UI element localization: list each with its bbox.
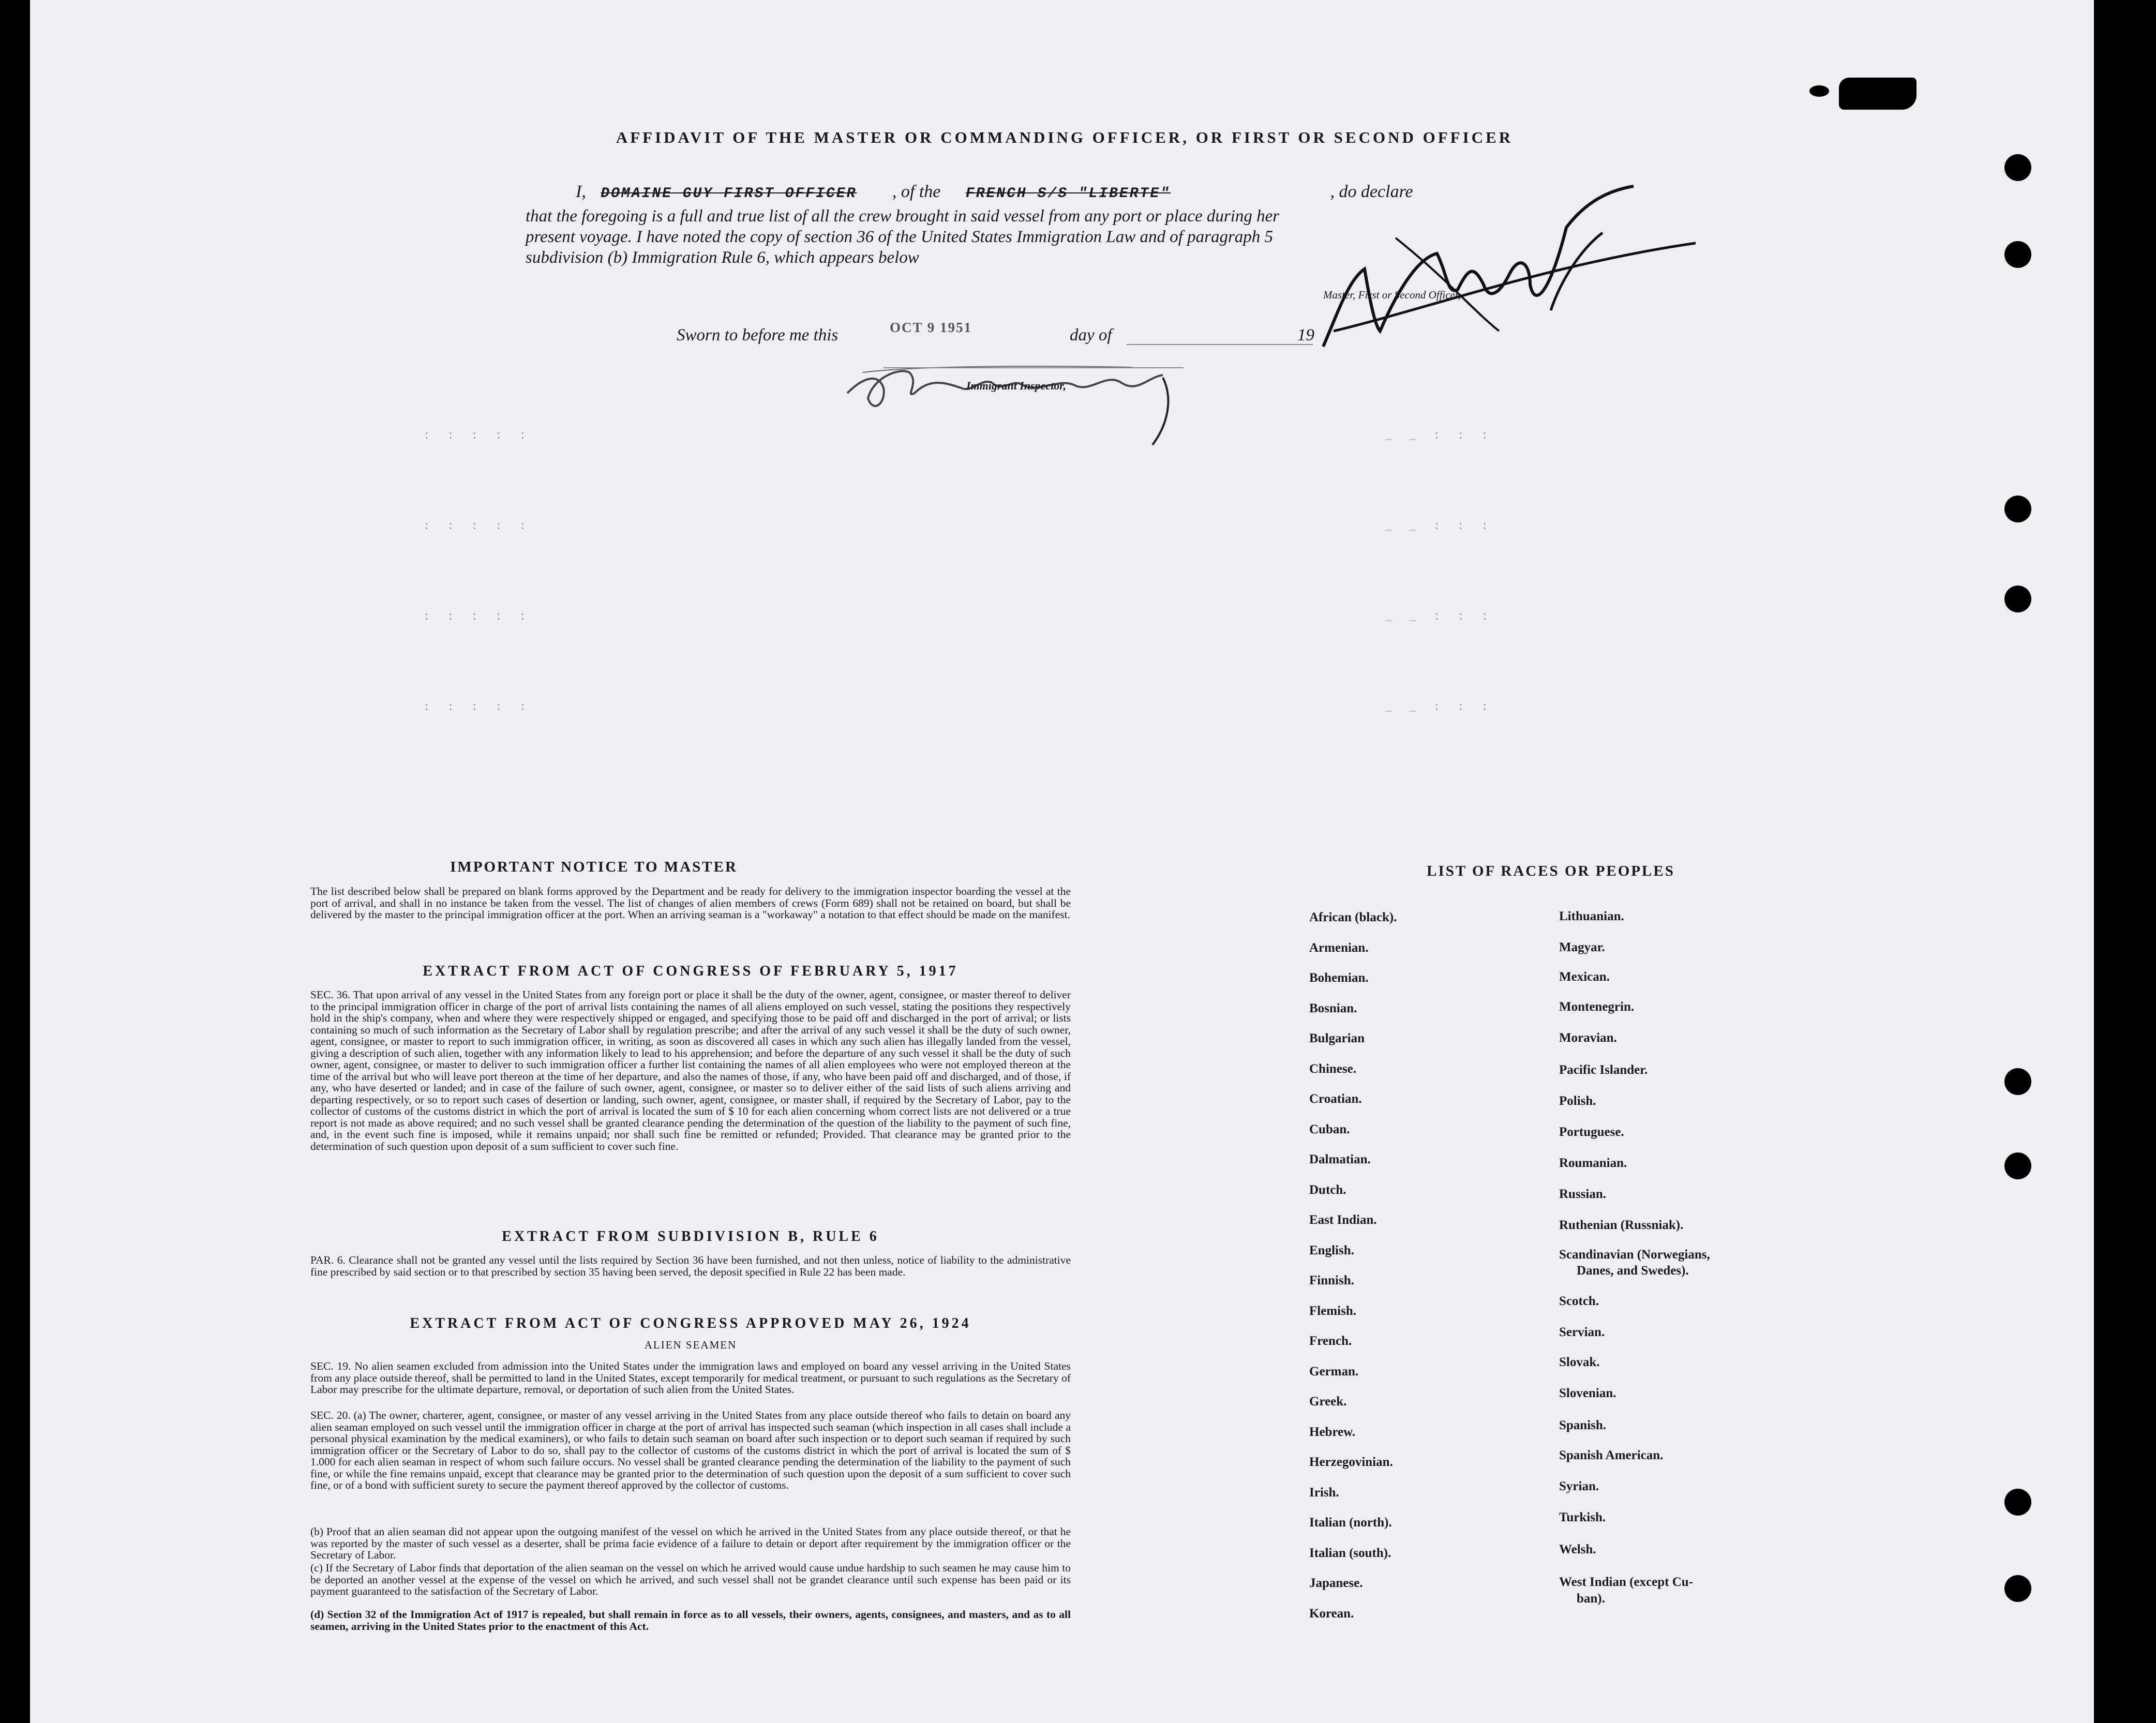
extract-1917-title: EXTRACT FROM ACT OF CONGRESS OF FEBRUARY 5, 1917 — [423, 963, 959, 979]
race-item: Portuguese. — [1559, 1125, 1624, 1139]
race-item: ban). — [1577, 1592, 1605, 1606]
date-stamp: OCT 9 1951 — [890, 320, 972, 335]
affidavit-line1 — [576, 182, 1413, 202]
year-prefix: 19 — [1297, 326, 1314, 344]
race-item: Dalmatian. — [1309, 1152, 1371, 1166]
races-title: LIST OF RACES OR PEOPLES — [1427, 863, 1675, 879]
vessel-name: FRENCH S/S "LIBERTE" — [965, 186, 1171, 202]
punch-hole — [2004, 241, 2031, 268]
race-item: Slovak. — [1559, 1355, 1600, 1369]
race-item: Roumanian. — [1559, 1156, 1627, 1170]
sec19-text: SEC. 19. No alien seamen excluded from admission into the United States under the immigration laws and employed on board any vessel arriving in the United States from any place outside thereof, shall be permitted to land in the United States, except temporarily for medical treatment, or pursuant to such regulations as the Secretary of Labor may prescribe for the ultimate departure, removal, or deportation of such alien from the United States. — [310, 1360, 1071, 1396]
race-item: Croatian. — [1309, 1092, 1362, 1106]
affidavit-line3: present voyage. I have noted the copy of section 36 of the United States Immigration Law and of paragraph 5 — [526, 228, 1274, 246]
column-guide-row: _ _ : : : — [1385, 701, 1493, 714]
race-item: Magyar. — [1559, 940, 1605, 954]
race-item: Armenian. — [1309, 940, 1369, 955]
race-item: Welsh. — [1559, 1542, 1596, 1556]
column-guide-row: _ _ : : : — [1385, 429, 1493, 442]
inspector-underline — [884, 367, 1184, 368]
race-item: Hebrew. — [1309, 1425, 1356, 1439]
of-the-label: , of the — [892, 182, 941, 201]
race-item: German. — [1309, 1364, 1359, 1379]
race-item: Russian. — [1559, 1187, 1607, 1201]
column-guide-row: _ _ : : : — [1385, 520, 1493, 533]
punch-hole — [2004, 1068, 2031, 1095]
ink-smudge — [1839, 78, 1917, 110]
ink-smudge-dot — [1809, 85, 1829, 97]
race-item: Bosnian. — [1309, 1001, 1357, 1015]
punch-hole — [2004, 496, 2031, 522]
race-item: Herzegovinian. — [1309, 1455, 1393, 1469]
race-item: French. — [1309, 1334, 1352, 1348]
race-item: Flemish. — [1309, 1304, 1356, 1318]
race-item: Greek. — [1309, 1395, 1347, 1409]
race-item: Chinese. — [1309, 1061, 1356, 1076]
notice-title: IMPORTANT NOTICE TO MASTER — [450, 859, 738, 875]
race-item: Montenegrin. — [1559, 1000, 1635, 1014]
race-item: Spanish American. — [1559, 1448, 1664, 1462]
affidavit-heading: AFFIDAVIT OF THE MASTER OR COMMANDING OFFICER, OR FIRST OR SECOND OFFICER — [616, 128, 1514, 146]
signer-caption: Master, First or Second Officer, — [1323, 289, 1461, 301]
race-item: Scotch. — [1559, 1294, 1599, 1308]
extract-1924-title: EXTRACT FROM ACT OF CONGRESS APPROVED MAY 26, 1924 — [410, 1315, 971, 1331]
column-guide-row: : : : : : — [423, 520, 531, 533]
race-item: Slovenian. — [1559, 1386, 1616, 1400]
race-item: Pacific Islander. — [1559, 1063, 1648, 1077]
sec20d-text: (d) Section 32 of the Immigration Act of 1917 is repealed, but shall remain in force as to all vessels, their owners, agents, consignees, and masters, and as to all seamen, arriving in the United States prior to the enactment of this Act. — [310, 1608, 1071, 1632]
extract-1917-text: SEC. 36. That upon arrival of any vessel in the United States from any foreign port or place it shall be the duty of the owner, agent, consignee, or master thereof to deliver to the principal immigration officer in charge of the port of arrival lists containing the names of all aliens employed on such vessel, stating the positions they respectively hold in the ship's company, when and where they were respectively shipped or engaged, and specifying those to be paid off and discharged in the port of arrival; or lists containing so much of such information as the Secretary of Labor shall by regulation prescribe; and after the arrival of any such vessel it shall be the duty of such owner, agent, consignee, or master to report to such immigration officer, in writing, as soon as discovered all cases in which any such alien has illegally landed from the vessel, giving a description of such alien, together with any information likely to lead to his apprehension; and before the departure of any such vessel it shall be the duty of such owner, agent, consignee, or master to deliver to such immigration officer a further list containing the names of all alien employees who were not employed thereon at the time of the arrival but who will leave port thereon at the time of her departure, and also the names of those, if any, who have been paid off and discharged, and of those, if any, who have deserted or landed; and in case of the failure of such owner, agent, consignee, or master so to deliver either of the said lists of such aliens arriving and departing respectively, or so to report such cases of desertion or landing, such owner, agent, consignee, or master shall, if required by the Secretary of Labor, pay to the collector of customs of the customs district in which the port of arrival is located the sum of $ 10 for each alien concerning whom correct lists are not delivered or a true report is not made as above required; and no such vessel shall be granted clearance pending the determination of the question of the liability to the payment of such fine, and, in the event such fine is imposed, while it remains unpaid; nor shall such fine be remitted or refunded; Provided. That clearance may be granted prior to the determination of such question upon deposit of a sum sufficient to cover such fine. — [310, 988, 1071, 1152]
race-item: Bulgarian — [1309, 1031, 1365, 1045]
race-item: Irish. — [1309, 1485, 1339, 1500]
race-item: Syrian. — [1559, 1479, 1599, 1493]
race-item: Cuban. — [1309, 1122, 1350, 1136]
punch-hole — [2004, 586, 2031, 612]
inspector-signature — [842, 336, 1194, 455]
punch-hole — [2004, 154, 2031, 181]
sworn-label: Sworn to before me this — [677, 326, 839, 344]
sec20c-text: (c) If the Secretary of Labor finds that deportation of the alien seaman on the vessel on which he arrived would cause undue hardship to such seamen he may cause him to be deported an another vessel at the expense of the vessel on which he arrived, and such vessel shall not be grandet clearance until such expense has been paid or its payment guaranteed to the satisfaction of the Secretary of Labor. — [310, 1562, 1071, 1597]
punch-hole — [2004, 1152, 2031, 1179]
race-item: East Indian. — [1309, 1213, 1377, 1227]
affidavit-line4: subdivision (b) Immigration Rule 6, which appears below — [526, 248, 919, 267]
affidavit-line2: that the foregoing is a full and true list of all the crew brought in said vessel from any port or place during her — [526, 207, 1280, 226]
officer-name: DOMAINE GUY FIRST OFFICER — [601, 186, 857, 202]
punch-hole — [2004, 1489, 2031, 1516]
punch-hole — [2004, 1575, 2031, 1602]
column-guide-row: : : : : : — [423, 429, 531, 442]
race-item: Polish. — [1559, 1094, 1596, 1108]
race-item: Servian. — [1559, 1325, 1605, 1339]
do-declare-label: , do declare — [1330, 182, 1413, 201]
race-item: Danes, and Swedes). — [1577, 1264, 1689, 1278]
sec20b-text: (b) Proof that an alien seaman did not appear upon the outgoing manifest of the vessel on which he arrived in the United States from any place outside thereof, or that he was reported by the master of such vessel as a deserter, shall be prima facie evidence of a failure to detain or deport after requirement by the immigration officer or the Secretary of Labor. — [310, 1525, 1071, 1561]
extract-1924-subtitle: ALIEN SEAMEN — [644, 1339, 737, 1351]
i-label: I, — [576, 182, 586, 201]
race-item: Korean. — [1309, 1606, 1354, 1621]
race-item: Ruthenian (Russniak). — [1559, 1218, 1684, 1232]
race-item: Scandinavian (Norwegians, — [1559, 1248, 1710, 1262]
race-item: Italian (south). — [1309, 1546, 1391, 1560]
document-sheet — [30, 0, 2094, 1723]
extract-rule6-title: EXTRACT FROM SUBDIVISION B, RULE 6 — [502, 1228, 879, 1245]
race-item: Mexican. — [1559, 970, 1610, 984]
sec20a-text: SEC. 20. (a) The owner, charterer, agent, consignee, or master of any vessel arriving in the United States from any place outside thereof who fails to detain on board any alien seaman employed on such vessel until the immigration officer in charge at the port of arrival has inspected such seaman (which inspection in all cases shall include a personal physical examination by the medical examiners), or who fails to detain such seaman on board after such inspection or to deport such seaman if required by such immigration officer or the Secretary of Labor to do so, shall pay to the collector of customs of the customs district in which the port of arrival is located the sum of $ 1.000 for each alien seaman in respect of whom such failure occurs. No vessel shall be granted clearance pending the determination of the liability to the payment of such fine, or while the fine remains unpaid, except that clearance may be granted prior to the determination of such question upon the deposit of a sum sufficient to cover such fine, or of a bond with sufficient surety to secure the payment thereof approved by the collector of customs. — [310, 1409, 1071, 1491]
race-item: Bohemian. — [1309, 971, 1369, 985]
race-item: Lithuanian. — [1559, 909, 1624, 923]
column-guide-row: : : : : : — [423, 701, 531, 714]
race-item: Japanese. — [1309, 1576, 1363, 1590]
race-item: Finnish. — [1309, 1273, 1354, 1287]
race-item: Turkish. — [1559, 1510, 1606, 1524]
day-of-label: day of — [1070, 326, 1112, 344]
inspector-caption: Immigrant Inspector, — [966, 379, 1067, 392]
race-item: West Indian (except Cu- — [1559, 1575, 1694, 1589]
race-item: Dutch. — [1309, 1182, 1346, 1197]
race-item: Italian (north). — [1309, 1516, 1392, 1530]
race-item: English. — [1309, 1243, 1354, 1257]
race-item: Moravian. — [1559, 1031, 1617, 1045]
extract-rule6-text: PAR. 6. Clearance shall not be granted any vessel until the lists required by Section 36 have been furnished, and not then unless, notice of liability to the administrative fine prescribed by said section or to that prescribed by section 35 having been served, the deposit specified in Rule 22 has been made. — [310, 1254, 1071, 1278]
race-item: African (black). — [1309, 910, 1397, 924]
notice-text: The list described below shall be prepared on blank forms approved by the Department and be ready for delivery to the immigration inspector boarding the vessel at the port of arrival, and shall in no instance be taken from the vessel. The list of changes of alien members of crews (Form 689) shall not be retained on board, but shall be delivered by the master to the principal immigration officer at the port. When an arriving seaman is a "workaway" a notation to that effect should be made on the manifest. — [310, 885, 1071, 921]
column-guide-row: : : : : : — [423, 610, 531, 623]
column-guide-row: _ _ : : : — [1385, 610, 1493, 623]
race-item: Spanish. — [1559, 1418, 1607, 1432]
officer-signature — [1292, 176, 1727, 372]
